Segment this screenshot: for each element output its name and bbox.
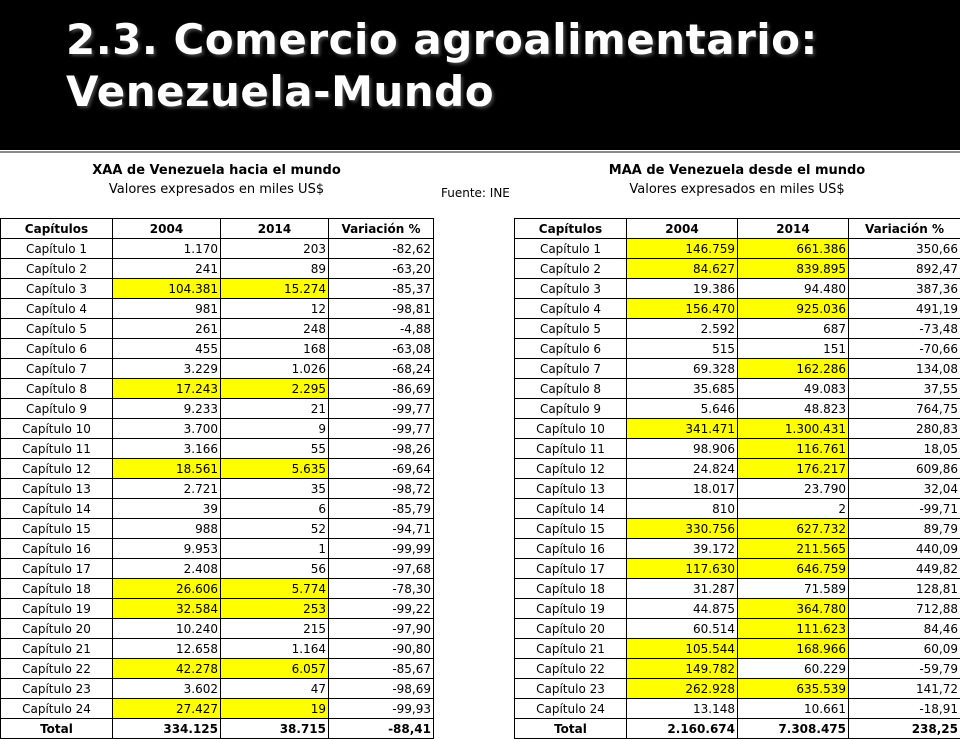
table-row [1, 479, 434, 499]
table-row [515, 459, 960, 479]
xaa-total-var: -88,41 [329, 719, 434, 739]
maa-cell-label: Capítulo 23 [515, 679, 627, 699]
maa-cell-v2014: 925.036 [738, 299, 849, 319]
xaa-cell-v2014: 89 [221, 259, 329, 279]
xaa-cell-v2014: 5.774 [221, 579, 329, 599]
xaa-cell-v2014: 2.295 [221, 379, 329, 399]
maa-cell-label: Capítulo 3 [515, 279, 627, 299]
maa-caption [514, 163, 960, 178]
maa-cell-v2014: 2 [738, 499, 849, 519]
maa-cell-var: 449,82 [849, 559, 960, 579]
maa-header-cell: 2014 [738, 219, 849, 239]
xaa-cell-label: Capítulo 12 [1, 459, 113, 479]
maa-cell-v2004: 13.148 [627, 699, 738, 719]
xaa-cell-v2014: 215 [221, 619, 329, 639]
xaa-cell-v2004: 39 [113, 499, 221, 519]
maa-cell-v2014: 94.480 [738, 279, 849, 299]
xaa-total-row [1, 719, 434, 739]
maa-cell-label: Capítulo 21 [515, 639, 627, 659]
table-row [515, 579, 960, 599]
table-row [1, 319, 434, 339]
xaa-cell-v2014: 1.164 [221, 639, 329, 659]
xaa-cell-v2004: 27.427 [113, 699, 221, 719]
xaa-cell-var: -98,69 [329, 679, 434, 699]
maa-cell-v2004: 39.172 [627, 539, 738, 559]
maa-cell-v2014: 151 [738, 339, 849, 359]
maa-cell-var: -59,79 [849, 659, 960, 679]
xaa-table [0, 218, 434, 739]
maa-cell-v2004: 2.592 [627, 319, 738, 339]
xaa-cell-v2004: 3.602 [113, 679, 221, 699]
maa-cell-v2004: 810 [627, 499, 738, 519]
xaa-cell-label: Capítulo 18 [1, 579, 113, 599]
xaa-cell-v2004: 9.233 [113, 399, 221, 419]
xaa-cell-label: Capítulo 15 [1, 519, 113, 539]
slide-title-line-2: Venezuela-Mundo [66, 66, 946, 118]
maa-cell-v2014: 627.732 [738, 519, 849, 539]
maa-cell-label: Capítulo 11 [515, 439, 627, 459]
xaa-cell-var: -85,67 [329, 659, 434, 679]
maa-cell-v2004: 330.756 [627, 519, 738, 539]
xaa-cell-label: Capítulo 3 [1, 279, 113, 299]
xaa-header-cell: 2004 [113, 219, 221, 239]
xaa-cell-label: Capítulo 14 [1, 499, 113, 519]
maa-cell-var: -18,91 [849, 699, 960, 719]
maa-total-label: Total [515, 719, 627, 739]
table-row [515, 639, 960, 659]
xaa-header-cell: Variación % [329, 219, 434, 239]
table-row [515, 659, 960, 679]
xaa-total-label: Total [1, 719, 113, 739]
xaa-cell-var: -98,26 [329, 439, 434, 459]
xaa-cell-v2004: 10.240 [113, 619, 221, 639]
table-row [515, 599, 960, 619]
maa-cell-v2004: 84.627 [627, 259, 738, 279]
xaa-cell-v2004: 3.229 [113, 359, 221, 379]
table-row [515, 519, 960, 539]
xaa-cell-v2004: 455 [113, 339, 221, 359]
table-row [1, 639, 434, 659]
table-row [515, 439, 960, 459]
xaa-cell-v2004: 1.170 [113, 239, 221, 259]
maa-cell-var: 764,75 [849, 399, 960, 419]
table-row [515, 619, 960, 639]
table-row [515, 679, 960, 699]
maa-cell-label: Capítulo 10 [515, 419, 627, 439]
xaa-cell-var: -85,79 [329, 499, 434, 519]
xaa-cell-var: -94,71 [329, 519, 434, 539]
maa-cell-label: Capítulo 7 [515, 359, 627, 379]
maa-cell-var: 84,46 [849, 619, 960, 639]
table-row [1, 679, 434, 699]
maa-cell-v2014: 49.083 [738, 379, 849, 399]
table-row [1, 659, 434, 679]
table-row [1, 559, 434, 579]
table-row [515, 319, 960, 339]
table-row [1, 699, 434, 719]
maa-cell-var: -99,71 [849, 499, 960, 519]
title-band [0, 0, 960, 150]
xaa-cell-v2004: 981 [113, 299, 221, 319]
maa-cell-v2004: 35.685 [627, 379, 738, 399]
xaa-cell-var: -99,22 [329, 599, 434, 619]
xaa-cell-v2014: 168 [221, 339, 329, 359]
xaa-cell-var: -98,81 [329, 299, 434, 319]
xaa-cell-label: Capítulo 24 [1, 699, 113, 719]
maa-cell-var: 134,08 [849, 359, 960, 379]
table-row [1, 619, 434, 639]
xaa-cell-v2014: 35 [221, 479, 329, 499]
maa-cell-v2004: 44.875 [627, 599, 738, 619]
xaa-cell-v2014: 6.057 [221, 659, 329, 679]
maa-cell-label: Capítulo 1 [515, 239, 627, 259]
xaa-cell-label: Capítulo 2 [1, 259, 113, 279]
table-row [515, 239, 960, 259]
maa-cell-label: Capítulo 13 [515, 479, 627, 499]
maa-cell-var: -73,48 [849, 319, 960, 339]
maa-cell-label: Capítulo 9 [515, 399, 627, 419]
maa-total-var: 238,25 [849, 719, 960, 739]
maa-cell-v2004: 515 [627, 339, 738, 359]
xaa-cell-v2004: 42.278 [113, 659, 221, 679]
xaa-cell-v2014: 253 [221, 599, 329, 619]
xaa-header-row [1, 219, 434, 239]
maa-cell-v2014: 116.761 [738, 439, 849, 459]
maa-header-row [515, 219, 960, 239]
xaa-cell-label: Capítulo 9 [1, 399, 113, 419]
maa-cell-var: 387,36 [849, 279, 960, 299]
slide-title [66, 14, 946, 118]
table-row [1, 539, 434, 559]
maa-cell-v2004: 5.646 [627, 399, 738, 419]
xaa-cell-v2004: 9.953 [113, 539, 221, 559]
xaa-cell-var: -85,37 [329, 279, 434, 299]
maa-cell-label: Capítulo 16 [515, 539, 627, 559]
maa-cell-v2004: 262.928 [627, 679, 738, 699]
maa-cell-var: 60,09 [849, 639, 960, 659]
maa-cell-var: 280,83 [849, 419, 960, 439]
maa-cell-v2004: 98.906 [627, 439, 738, 459]
xaa-cell-var: -99,93 [329, 699, 434, 719]
maa-cell-var: 128,81 [849, 579, 960, 599]
table-row [1, 459, 434, 479]
xaa-cell-label: Capítulo 16 [1, 539, 113, 559]
xaa-cell-label: Capítulo 23 [1, 679, 113, 699]
xaa-cell-v2014: 55 [221, 439, 329, 459]
maa-cell-var: 89,79 [849, 519, 960, 539]
table-row [515, 359, 960, 379]
maa-cell-v2014: 176.217 [738, 459, 849, 479]
maa-cell-var: 712,88 [849, 599, 960, 619]
xaa-cell-v2014: 21 [221, 399, 329, 419]
table-row [1, 259, 434, 279]
xaa-cell-v2004: 18.561 [113, 459, 221, 479]
table-row [515, 419, 960, 439]
table-row [1, 599, 434, 619]
table-row [515, 499, 960, 519]
maa-cell-var: 440,09 [849, 539, 960, 559]
xaa-cell-v2004: 32.584 [113, 599, 221, 619]
maa-cell-var: 609,86 [849, 459, 960, 479]
xaa-cell-var: -69,64 [329, 459, 434, 479]
table-row [1, 379, 434, 399]
maa-header-cell: 2004 [627, 219, 738, 239]
maa-cell-label: Capítulo 17 [515, 559, 627, 579]
maa-cell-label: Capítulo 15 [515, 519, 627, 539]
maa-cell-v2014: 646.759 [738, 559, 849, 579]
maa-cell-v2004: 19.386 [627, 279, 738, 299]
table-row [1, 579, 434, 599]
maa-cell-v2004: 341.471 [627, 419, 738, 439]
maa-header-cell: Variación % [849, 219, 960, 239]
xaa-cell-var: -63,08 [329, 339, 434, 359]
maa-cell-label: Capítulo 4 [515, 299, 627, 319]
table-row [1, 399, 434, 419]
maa-cell-label: Capítulo 22 [515, 659, 627, 679]
xaa-cell-v2014: 19 [221, 699, 329, 719]
table-row [515, 399, 960, 419]
xaa-cell-var: -97,68 [329, 559, 434, 579]
xaa-cell-label: Capítulo 22 [1, 659, 113, 679]
xaa-cell-v2004: 104.381 [113, 279, 221, 299]
xaa-cell-label: Capítulo 20 [1, 619, 113, 639]
xaa-cell-v2004: 3.166 [113, 439, 221, 459]
xaa-cell-v2004: 988 [113, 519, 221, 539]
maa-cell-var: -70,66 [849, 339, 960, 359]
xaa-cell-v2014: 6 [221, 499, 329, 519]
xaa-cell-v2014: 9 [221, 419, 329, 439]
xaa-cell-label: Capítulo 21 [1, 639, 113, 659]
maa-cell-v2014: 635.539 [738, 679, 849, 699]
xaa-cell-var: -90,80 [329, 639, 434, 659]
maa-cell-label: Capítulo 2 [515, 259, 627, 279]
xaa-cell-var: -86,69 [329, 379, 434, 399]
table-row [515, 559, 960, 579]
xaa-cell-var: -78,30 [329, 579, 434, 599]
maa-cell-label: Capítulo 12 [515, 459, 627, 479]
xaa-cell-label: Capítulo 8 [1, 379, 113, 399]
xaa-cell-v2004: 2.721 [113, 479, 221, 499]
maa-cell-var: 141,72 [849, 679, 960, 699]
maa-cell-var: 32,04 [849, 479, 960, 499]
xaa-cell-v2014: 1.026 [221, 359, 329, 379]
maa-cell-v2004: 18.017 [627, 479, 738, 499]
xaa-cell-v2004: 12.658 [113, 639, 221, 659]
maa-cell-v2004: 149.782 [627, 659, 738, 679]
xaa-cell-v2014: 203 [221, 239, 329, 259]
xaa-cell-var: -63,20 [329, 259, 434, 279]
xaa-cell-var: -98,72 [329, 479, 434, 499]
maa-cell-label: Capítulo 24 [515, 699, 627, 719]
xaa-cell-label: Capítulo 17 [1, 559, 113, 579]
table-row [1, 519, 434, 539]
maa-cell-v2014: 71.589 [738, 579, 849, 599]
xaa-cell-v2004: 3.700 [113, 419, 221, 439]
table-row [1, 339, 434, 359]
table-row [1, 499, 434, 519]
maa-cell-v2004: 31.287 [627, 579, 738, 599]
maa-cell-label: Capítulo 20 [515, 619, 627, 639]
maa-cell-v2004: 105.544 [627, 639, 738, 659]
maa-cell-v2004: 146.759 [627, 239, 738, 259]
table-row [1, 419, 434, 439]
xaa-cell-var: -99,77 [329, 399, 434, 419]
maa-cell-var: 350,66 [849, 239, 960, 259]
table-row [1, 279, 434, 299]
maa-cell-label: Capítulo 5 [515, 319, 627, 339]
xaa-cell-var: -99,99 [329, 539, 434, 559]
xaa-cell-var: -82,62 [329, 239, 434, 259]
xaa-cell-v2004: 2.408 [113, 559, 221, 579]
xaa-cell-v2004: 26.606 [113, 579, 221, 599]
maa-cell-v2004: 69.328 [627, 359, 738, 379]
xaa-cell-v2014: 15.274 [221, 279, 329, 299]
xaa-cell-var: -4,88 [329, 319, 434, 339]
xaa-header-cell: Capítulos [1, 219, 113, 239]
xaa-subtitle: Valores expresados en miles US$ [0, 182, 433, 197]
maa-cell-v2014: 687 [738, 319, 849, 339]
xaa-cell-label: Capítulo 4 [1, 299, 113, 319]
maa-cell-v2014: 10.661 [738, 699, 849, 719]
maa-total-row [515, 719, 960, 739]
maa-cell-v2014: 661.386 [738, 239, 849, 259]
source-note: Fuente: INE [441, 186, 510, 200]
table-row [1, 299, 434, 319]
xaa-cell-label: Capítulo 1 [1, 239, 113, 259]
xaa-cell-v2014: 56 [221, 559, 329, 579]
xaa-cell-label: Capítulo 7 [1, 359, 113, 379]
xaa-header-cell: 2014 [221, 219, 329, 239]
xaa-cell-v2014: 47 [221, 679, 329, 699]
xaa-cell-label: Capítulo 5 [1, 319, 113, 339]
table-row [1, 239, 434, 259]
maa-cell-var: 37,55 [849, 379, 960, 399]
maa-cell-v2014: 1.300.431 [738, 419, 849, 439]
maa-header-cell: Capítulos [515, 219, 627, 239]
xaa-cell-v2014: 12 [221, 299, 329, 319]
xaa-cell-v2014: 5.635 [221, 459, 329, 479]
maa-subtitle: Valores expresados en miles US$ [514, 182, 960, 197]
maa-total-v2014: 7.308.475 [738, 719, 849, 739]
xaa-cell-v2004: 261 [113, 319, 221, 339]
xaa-cell-label: Capítulo 11 [1, 439, 113, 459]
table-row [515, 259, 960, 279]
xaa-cell-v2014: 52 [221, 519, 329, 539]
xaa-cell-v2004: 17.243 [113, 379, 221, 399]
maa-cell-v2014: 211.565 [738, 539, 849, 559]
table-row [515, 299, 960, 319]
maa-cell-var: 491,19 [849, 299, 960, 319]
xaa-cell-v2014: 1 [221, 539, 329, 559]
table-row [515, 539, 960, 559]
xaa-cell-label: Capítulo 6 [1, 339, 113, 359]
table-row [515, 339, 960, 359]
xaa-cell-label: Capítulo 19 [1, 599, 113, 619]
maa-title: MAA de Venezuela desde el mundo [609, 163, 865, 178]
xaa-cell-label: Capítulo 13 [1, 479, 113, 499]
table-row [515, 699, 960, 719]
maa-cell-label: Capítulo 19 [515, 599, 627, 619]
maa-cell-label: Capítulo 6 [515, 339, 627, 359]
maa-cell-v2014: 23.790 [738, 479, 849, 499]
table-row [515, 479, 960, 499]
maa-cell-v2014: 162.286 [738, 359, 849, 379]
maa-cell-v2004: 156.470 [627, 299, 738, 319]
xaa-cell-v2004: 241 [113, 259, 221, 279]
maa-cell-v2004: 24.824 [627, 459, 738, 479]
slide-title-line-1: 2.3. Comercio agroalimentario: [66, 14, 946, 66]
maa-cell-label: Capítulo 14 [515, 499, 627, 519]
maa-cell-v2014: 364.780 [738, 599, 849, 619]
xaa-cell-v2014: 248 [221, 319, 329, 339]
title-divider [0, 151, 960, 153]
xaa-cell-var: -99,77 [329, 419, 434, 439]
maa-cell-v2014: 168.966 [738, 639, 849, 659]
maa-table [514, 218, 960, 739]
table-row [1, 359, 434, 379]
xaa-cell-var: -68,24 [329, 359, 434, 379]
maa-cell-var: 892,47 [849, 259, 960, 279]
xaa-total-v2014: 38.715 [221, 719, 329, 739]
xaa-cell-label: Capítulo 10 [1, 419, 113, 439]
maa-cell-v2014: 60.229 [738, 659, 849, 679]
xaa-caption [0, 163, 433, 178]
table-row [515, 379, 960, 399]
maa-cell-label: Capítulo 8 [515, 379, 627, 399]
xaa-title: XAA de Venezuela hacia el mundo [92, 163, 341, 178]
xaa-total-v2004: 334.125 [113, 719, 221, 739]
maa-cell-var: 18,05 [849, 439, 960, 459]
table-row [515, 279, 960, 299]
maa-cell-v2014: 839.895 [738, 259, 849, 279]
maa-cell-label: Capítulo 18 [515, 579, 627, 599]
xaa-cell-var: -97,90 [329, 619, 434, 639]
maa-cell-v2004: 117.630 [627, 559, 738, 579]
maa-cell-v2014: 48.823 [738, 399, 849, 419]
maa-cell-v2004: 60.514 [627, 619, 738, 639]
maa-cell-v2014: 111.623 [738, 619, 849, 639]
maa-total-v2004: 2.160.674 [627, 719, 738, 739]
table-row [1, 439, 434, 459]
